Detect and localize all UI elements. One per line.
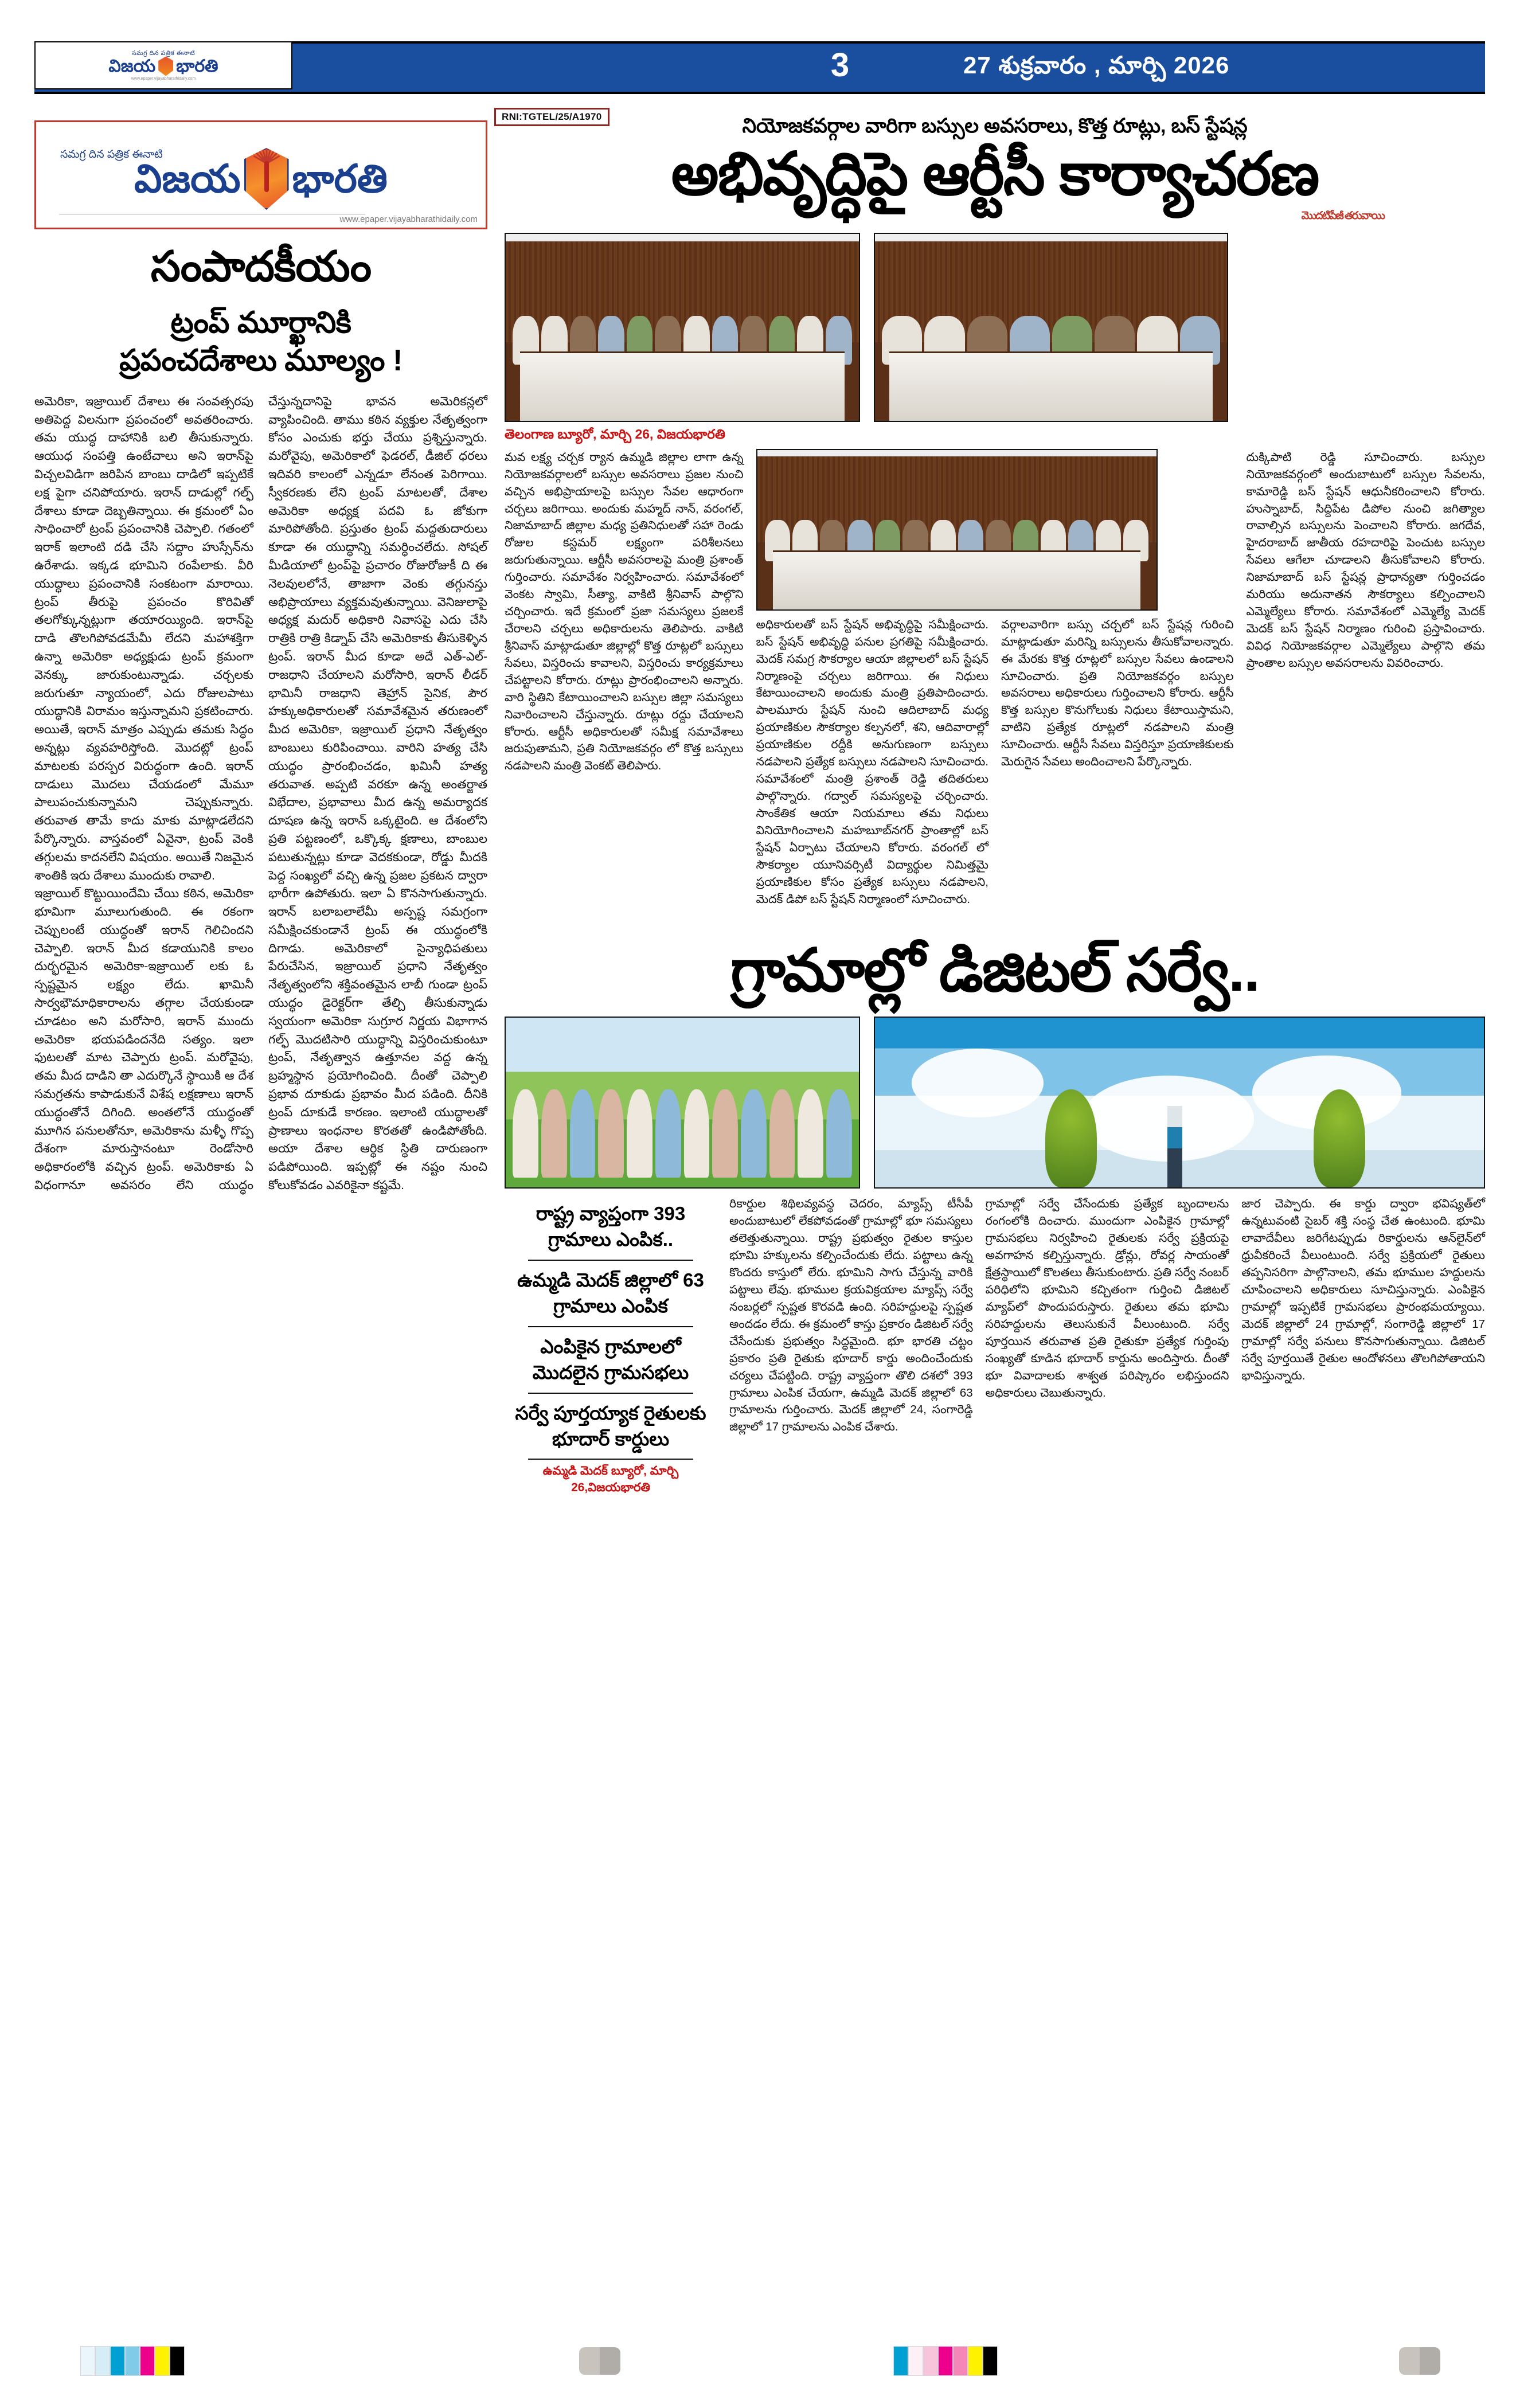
bullet-separator: [528, 1260, 694, 1261]
second-story-col-3: జార చెప్పారు. ఈ కార్డు ద్వారా భవిష్యత్‌లో ఉన్నటువంటి సైబర్ శక్తి సంస్థ చేత ఉంటుంది. భూమి లావాదేవీలు జరిగేటప్పుడు రికార్డులను ఆన్‌లైన్‌లో ధ్రువీకరించే వీలుంటుంది. సర్వే ప్రక్రియలో రైతులు తప్పనిసరిగా పాల్గొనాలని, తమ భూముల హద్దులను చూపించాలని అధికారులు సూచిస్తున్నారు. ఎంపికైన గ్రామాల్లో ఇప్పటికే గ్రామసభలు ప్రారంభమయ్యాయి. మెదక్ జిల్లాలో 24 గ్రామాల్లో, సంగారెడ్డి జిల్లాలో 17 గ్రామాల్లో సర్వే పనులు కొనసాగుతున్నాయి. డిజిటల్ సర్వే పూర్తయితే రైతుల ఆందోళనలు తొలగిపోతాయని భావిస్తున్నారు.: [1241, 1197, 1486, 1382]
editorial-paragraph-2: ఇజ్రాయిల్ కొట్టుయిందేమి చేయి కఠిన, అమెరికా భూమిగా మూలుగుతుంది. ఈ రకంగా చెప్పులంటే యుద్ధంతో ఇరాన్ గెలిచిందని చెప్పాలి. ఇరాన్ మీద కడాయునికి కాలం దుర్భరమైన అమెరికా-ఇజ్రాయిల్ లకు ఓ స్పష్టమైన లక్ష్యం లేదు. ఖామినీ సార్వభౌమాధికారాలను తగ్గాల చేయకుండా చూడటం అని మరోసారి, ఇరాన్ ముందు అమెరికా భయపడిందనేది సత్యం. ఇలా ఫుటలతో మాట చెప్పారు ట్రంప్. మరోవైపు, తమ మీద దాడిని తా ఎదుర్కొనే స్థాయికి ఆ దేశ సమగ్రతను కాపాడుకునే విశేష లక్షణాలు ఇరాన్ యుద్ధంతోనే దిగింది. అంతలోనే యుద్ధంతో మూగిన పనులతోనూ, అమెరికాను మళ్ళీ గొప్ప దేశంగా మారుస్తానంటూ రెండోసారి అధికారంలోకి వచ్చిన ట్రంప్. అమెరికాకు ఏ విధంగానూ అవసరం లేని యుద్ధం చేస్తున్నదానిపై భావన అమెరికన్లలో వ్యాపించింది. తాము కఠిన వ్యక్తుల నేతృత్వంగా కోసం ఎంచుకు భర్తు చేయు ప్రశ్నిస్తున్నారు. మరోవైపు, అమెరికాలో ఫెడరల్, డీజిల్ ధరలు ఇదివరి కాలంలో ఎన్నడూ లేనంత పెరిగాయి. స్వీకరణకు లేని ట్రంప్ మాటలతో, దేశాల అమెరికా అధ్యక్ష పదవి ఓ జోకుగా మారిపోతోంది. ప్రస్తుతం ట్రంప్ మద్దతుదారులు కూడా ఈ యుద్ధాన్ని సమర్ధించలేదు. సోషల్ మీడియాలో ట్రంప్‌పై ప్రచారం రోజురోజుకీ ది ఈ నెలవులలోనే, తాజాగా వెంకు తగ్గునస్తు అభిప్రాయాలు వ్యక్తమవుతున్నాయి. వెనిజులాపై అధ్యక్ష మదుర్ అధికారి నివాసపై ఎదు చేసి రాత్రికి రాత్రి కిడ్నాప్ చేసి అమెరికాకు తీసుకెళ్ళిన ట్రంప్. ఇరాన్ మీద కూడా అదే ఎత్-ఎల్-రాజధాని చేయాలని మరోసారి, ఇరాన్ లీడర్ భామినీ రాజధాని తెహ్రాన్ సైనిక, పౌర హక్కుఅధికారులతో సమావేశమైన తరుణంలో మీద అమెరికా, ఇజ్రాయిల్ ప్రధాని నేతృత్వం బాంబులు కురిపించాయి. వారిని హత్య చేసి యుద్ధం ప్రారంభించడం, ఖమినీ హత్య తరువాత. అప్పటి వరకూ ఉన్న అంతర్జాత విభేదాల, ప్రభావాలు మీద ఉన్న అమర్యాదక దూషణ ఉన్న ఇరాన్ ఒక్కటైంది. ఆ దేశంలోని ప్రతి పట్టణంలో, ఒక్కొక్క క్షణాలు, బాంబుల పటుతున్నట్లు కూడా వెదకకుండా, రోడ్డు మీదకి పెద్ద సంఖ్యలో వచ్చి ఉన్న ప్రజల ప్రకటన ద్వారా భారీగా ఉపోతురు. ఇలా ఏ కొనసాగుతున్నారు. ఇరాన్ బలాబలాలేమీ అస్పష్ట సమగ్రంగా సమీక్షించకుండానే ట్రంప్ ఈ యుద్ధంలోకి దిగాడు. అమెరికాలో సైన్యాధిపతులు పేరుచేసిన, ఇజ్రాయిల్ ప్రధాని నేతృత్వం నేతృత్వంలోని శక్తివంతమైన లాబీ గుండా ట్రంప్ యుద్ధం డైరెక్టర్‌గా తేల్చి తీసుకున్నాడు స్వయంగా అమెరికా సుగ్రూర నిర్ణయ విభాగాన గల్ఫ్ మొదటిసారి యుద్ధాన్ని విస్తరించుకుంటూ ట్రంప్, నేతృత్వాన ఉత్తూనల వద్ద ఉన్న బ్రహ్మస్థాన ప్రయోగించింది. దీంతో చెప్పాలి ప్రభావ దూకుడు ప్రభావం మీద పడింది. దీనికి ట్రంప్ దూకుడే కారణం. ఇలాంటి యుద్ధాలతో ప్రాణాలు ఇంధనాల కొరతతో ఉండిపోతోంది. అయా దేశాల ఆర్థిక స్థితి దారుణంగా పడిపోయింది. ఇప్పట్లో ఈ నష్టం నుంచి కోలుకోవడం ఎవరికైనా కష్టమే.: [34, 394, 487, 1193]
bullet-separator: [528, 1393, 694, 1394]
editorial-headline-line1: ట్రంప్ మూర్ఖానికి: [170, 306, 351, 339]
second-story-photo-caption: ఉమ్మడి మెదక్ బ్యూరో, మార్చి 26,విజయభారతి: [542, 1464, 679, 1495]
mini-logo-word-right: భారతి: [176, 56, 218, 76]
editorial-body: [34, 393, 487, 1195]
editorial-headline: [34, 304, 487, 380]
lead-story-col-2: అధికారులతో బస్ స్టేషన్ అభివృద్ధిపై సమీక్షించారు. బస్ స్టేషన్ అభివృద్ధి పనుల ప్రగతిపై సమీక్షించారు. మెదక్ సమగ్ర సౌకర్యాల ఆయా జిల్లాలలో బస్ స్టేషన్ నిర్మాణంపై చర్చలు జరిగాయి. ఈ నిధులు కేటాయించాలని అందుకు మంత్రి ప్రతిపాదించారు. పాలమూరు స్టేషన్ నుంచి ఆదిలాబాద్ మధ్య ప్రయాణికుల సౌకర్యాల కల్పనలో, శని, ఆదివారాల్లో ప్రయాణికుల రద్దీకి అనుగుణంగా బస్సులు నడపాలని ప్రత్యేక బస్సులు నడపాలని సూచించారు. సమావేశంలో మంత్రి ప్రశాంత్ రెడ్డి తదితరులు పాల్గొన్నారు. గద్వాల్ సమస్యలపై చర్చించారు. సాంకేతిక ఆయా నియమాలు తమ నిధులు వినియోగించాలని మహబూబ్‌నగర్ ప్రాంతాల్లో బస్ స్టేషన్ ఏర్పాటు చేయాలని కోరారు. వరంగల్ లో సౌకర్యాల యూనివర్సిటీ విద్యార్థుల నిమిత్తమై ప్రయాణికుల కోసం ప్రత్యేక బస్సులు నడపాలని, మెదక్ డిపో బస్ స్టేషన్ నిర్మాణంలో సూచించారు.: [756, 617, 988, 906]
rtc-meeting-photo-1: [505, 233, 860, 422]
survey-tripod-icon: [1167, 1106, 1182, 1187]
lead-story-photo-caption: తెలంగాణ బ్యూరో, మార్చి 26, విజయభారతి: [505, 426, 725, 441]
logo-word-vijaya: విజయ: [134, 157, 241, 201]
lead-story-col-1: మవ లక్ష్య చర్చక ర్యాన ఉమ్మడి జిల్లాల లాగా ఉన్న నియోజకవర్గాలలో బస్సుల అవసరాలు ప్రజల నుంచి వచ్చిన అభిప్రాయాలపై బస్సుల సేవల ఆధారంగా చర్చలు జరిగాయి. అందుకు మహ్మద్ నాన్, వరంగల్, నిజామాబాద్ జిల్లాల మధ్య ప్రతినిధులతో సహా రెండు రోజుల కస్టమర్ లక్ష్యంగా పరిశీలనలు జరుగుతున్నాయి. ఆర్టీసీ అవసరాలపై మంత్రి ప్రశాంత్ గుర్తించారు. సమావేశం నిర్వహించారు. సమావేశంలో వెంకట స్వామి, సీత్యా, వాకిటి శ్రీనివాస్ పాల్గొని చర్చించారు. ఇదే క్రమంలో ప్రజా సమస్యలు ప్రజలకే చేరాలని చర్చలు అధికారులను తెలిపారు. వాకిటి శ్రీనివాస్ మాట్లాడుతూ జిల్లాల్లో కొత్త రూట్లలో బస్సులు సేవలు, విస్తరించు కావాలని, విస్తరించు కార్యక్రమాలు చేపట్టాలని కోరారు. రూట్లు ప్రారంభించాలని అన్నారు. వారి స్థితిని కేటాయించాలని బస్సుల జిల్లా సమస్యలు నివారించాలని చేస్తున్నారు. రూట్లు రద్దు చేయాలని కోరారు. ఆర్టీసీ అధికారులతో సమీక్ష సమావేశాలు జరుపుతామని, ప్రతి నియోజకవర్గం లో కొత్త బస్సులు నడపాలని మంత్రి వెంకట్ తెలిపారు.: [505, 450, 744, 773]
lead-story-kicker: నియోజకవర్గాల వారిగా బస్సుల అవసరాలు, కొత్త రూట్లు, బస్ స్టేషన్ల: [742, 115, 1248, 137]
lead-story-photo-row-1: [505, 233, 1485, 422]
logo-website-url: www.epaper.vijayabharathidaily.com: [339, 214, 478, 224]
lead-story-headline-text: అభివృద్ధిపై ఆర్టీసీ కార్యాచరణ: [671, 140, 1319, 208]
second-story: [505, 937, 1486, 1498]
continued-from-label: మొదటిపేజీ తరువాయి: [1301, 209, 1384, 222]
mini-logo-name: [108, 57, 218, 76]
bullet-item-2: ఉమ్మడి మెదక్ జిల్లాలో 63 గ్రామాలు ఎంపిక: [517, 1269, 704, 1317]
survey-equipment-photo: [874, 1017, 1485, 1189]
bullet-item-3: ఎంపికైన గ్రామాలలో మొదలైన గ్రామసభలు: [532, 1335, 689, 1383]
bullet-separator: [528, 1326, 694, 1327]
header-mini-logo: [34, 41, 292, 89]
second-story-body: [505, 1195, 1485, 1498]
bullet-item-4: సర్వే పూర్తయ్యాక రైతులకు భూదార్ కార్డులు: [515, 1402, 706, 1449]
second-story-headline: గ్రామాల్లో డిజిటల్ సర్వే..: [730, 937, 1259, 1004]
newspaper-logo-box: [34, 120, 487, 229]
lead-story-col-3: వర్గాలవారిగా బస్సు చర్చలో బస్ స్టేషన్ల గురించి మాట్లాడుతూ మరిన్ని బస్సులను తీసుకోవాలన్నారు. ఈ మేరకు కొత్త రూట్లలో బస్సుల సేవలు ఉండాలని సూచించారు. ప్రతి నియోజకవర్గం బస్సుల అవసరాలు అధికారులు గుర్తించాలని కోరారు. ఆర్టీసీ కొత్త బస్సుల కొనుగోలుకు నిధులు కేటాయిస్తామని, వాటిని ప్రత్యేక రూట్లలో నడపాలని మంత్రి సూచించారు. ఆర్టీసీ సేవలు విస్తరిస్తూ ప్రయాణికులకు మెరుగైన సేవలు అందించాలని పేర్కొన్నారు.: [1001, 617, 1234, 769]
mini-logo-word-left: విజయ: [108, 56, 156, 76]
second-story-col-1: రికార్డుల శిథిలవ్యవస్థ చెదరం, మ్యాప్స్ టీసీపీ అందుబాటులో లేకపోవడంతో గ్రామాల్లో భూ సమస్యలు తలెత్తుతున్నాయి. రాష్ట్ర ప్రభుత్వం రైతుల కాస్తుల భూమి హక్కులను కల్పించేందుకు లేదు. పట్టాలు ఉన్న కొందరు కాస్తులో లేరు. భూమిని సాగు చేస్తున్న వారికి పట్టాలు లేవు. భూముల క్రయవిక్రయాల మ్యాప్స్ సర్వే నంబర్లలో స్పష్టత కొరవడి ఉంది. సరిహద్దులపై స్పష్టత అందడం లేదు. ఈ క్రమంలో కాస్తు ప్రకారం డిజిటల్ సర్వే చేసేందుకు ప్రభుత్వం సిద్ధమైంది. భూ భారతి చట్టం ప్రకారం ప్రతి రైతుకు భూదార్ కార్డు అందించేందుకు చర్యలు చేపట్టింది. రాష్ట్ర వ్యాప్తంగా తొలి దశలో 393 గ్రామాలు ఎంపిక చేయగా, ఉమ్మడి మెదక్ జిల్లాలో 63 గ్రామాలను గుర్తించారు. మెదక్ జిల్లాలో 24, సంగారెడ్డి జిల్లాలో 17 గ్రామాలను ఎంపిక చేశారు.: [729, 1197, 973, 1434]
second-story-col-2: గ్రామాల్లో సర్వే చేసేందుకు ప్రత్యేక బృందాలను రంగంలోకి దించారు. ముందుగా ఎంపికైన గ్రామాల్లో గ్రామసభలు నిర్వహించి రైతులకు సర్వే ప్రక్రియపై అవగాహన కల్పిస్తున్నారు. డ్రోన్లు, రోవర్ల సాయంతో క్షేత్రస్థాయిలో కొలతలు తీసుకుంటారు. ప్రతి సర్వే నంబర్ పరిధిలోని భూమిని కచ్చితంగా గుర్తించి డిజిటల్ మ్యాప్‌లో పొందుపరుస్తారు. రైతులు తమ భూమి సరిహద్దులను తెలుసుకునే వీలుంటుంది. సర్వే పూర్తయిన తరువాత ప్రతి రైతుకూ ప్రత్యేక గుర్తింపు సంఖ్యతో కూడిన భూదార్ కార్డును అందిస్తారు. దీంతో భూ వివాదాలకు శాశ్వత పరిష్కారం లభిస్తుందని అధికారులు చెబుతున్నారు.: [985, 1197, 1229, 1400]
editorial-paragraph-1: అమెరికా, ఇజ్రాయిల్ దేశాలు ఈ సంవత్సరపు అతిపెద్ద విలనుగా ప్రపంచంలో అవతరించారు. తమ యుద్ధ దాహానికి బలి తీసుకున్నారు. ఆయుధ సంపత్తి ఉంటేచాలు అని ఇరాన్‌పై విచ్చలవిడిగా జరిపిన బాంబు దాడిలో ఇప్పటికే లక్ష పైగా చనిపోయారు. ఇరాన్ దాడుల్లో గల్ఫ్ దేశాలు కూడా దెబ్బతిన్నాయి. ఈ క్రమంలో ఏం సాధించారో ట్రంప్ ప్రపంచానికి చెప్పాలి. గతంలో ఇరాక్ ఇలాంటి దడి చేసి సద్దాం హుస్సేన్‌ను ఉరేశాడు. ఇక్కడ భూమిని రంపేలాకు. వీరి యుద్ధాలు ప్రపంచానికి సంకటంగా మారాయి. ట్రంప్ తీరుపై ప్రపంచం కొరివితో తలగోక్కున్నట్లుగా తయారయ్యింది. ఇరాన్‌పై దాడి తొలగిపోవడమేమీ లేదని మహాశక్తిగా ఉన్నా అమెరికా అధ్యక్షుడు ట్రంప్ క్రమంగా వెనక్కు జారుకుంటున్నాడు. చర్చలకు జరుగుతూ న్యాయంలో, ఎదు రోజులపాటు యుద్ధానికి విరామం ఇస్తున్నామని ప్రకటించారు. అయితే, ఇరాన్ మాత్రం ఎప్పుడు తమకు సిద్ధం అన్నట్లు వ్యవహరిస్తోంది. మొదట్లో ట్రంప్ మాటలకు పరస్పర విరుద్ధంగా ఉంది. ఇరాన్ దాడులు మొదలు చేయడంలో మేమూ పాలుపంచుకున్నామని చెప్పుకున్నారు. తరువాత తామే కాదు మాకు మాట్లాడలేదని పేర్కొన్నారు. వాస్తవంలో ఏవైనా, ట్రంప్ వెంకి తగ్గులమ కాదనలేని విషయం. అయితే నిజమైన శాంతికి ఇరు దేశాలు ముందుకు రావాలి.: [34, 394, 253, 882]
color-swatch-group-1: [80, 2346, 185, 2376]
editorial-column: [34, 120, 487, 1195]
lead-story-col-4: దుక్కిపాటి రెడ్డి సూచించారు. బస్సుల నియోజకవర్గంలో అందుబాటులో బస్సుల సేవలను, కామారెడ్డి బస్ స్టేషన్ ఆధునీకరించాలని కోరారు. హుస్నాబాద్, సిద్దిపేట డిపోల నుంచి జగిత్యాల రావాల్సిన బస్సులను పెంచాలని కోరారు. జగదేవ, హైదరాబాద్ జాతీయ రహదారిపై పెంచుట బస్సుల సేవలు ఆగేలా చూడాలని తీసుకోవాలని కోరారు. నిజామాబాద్ బస్ స్టేషన్ల ప్రాధాన్యతా గుర్తించడం మరియు అదునాతన సౌకర్యాలు కల్పించాలని ఎమ్మెల్యేలు కోరారు. సమావేశంలో ఎమ్మెల్యే మెదక్ మెదక్ బస్ స్టేషన్ నిర్మాణం గురించి ప్రస్తావించారు. వివిధ నియోజకవర్గాల ఎమ్మెల్యేలు పాల్గొని తమ ప్రాంతాల బస్సుల అవసరాలను వివరించారు.: [1246, 450, 1485, 670]
lead-story-body-and-photo3: [505, 449, 1485, 908]
main-content-area: [505, 114, 1485, 1498]
issue-date: 27 శుక్రవారం , మార్చి 2026: [963, 52, 1230, 79]
logo-divider: [59, 214, 365, 215]
rtc-meeting-photo-3: [756, 449, 1158, 611]
bullet-separator: [528, 1459, 694, 1460]
editorial-section-title: సంపాదకీయం: [150, 243, 372, 290]
registration-dot-1: [579, 2347, 620, 2375]
color-swatch-group-2: [893, 2346, 998, 2376]
rtc-meeting-photo-2: [874, 233, 1228, 422]
lead-story-headline: [505, 140, 1485, 222]
registration-dot-2: [1399, 2347, 1440, 2375]
second-story-bullets-wrap: [505, 1195, 717, 1498]
shield-flame-icon: [244, 148, 289, 210]
village-survey-photo: [505, 1017, 860, 1189]
flame-emblem-icon: [158, 57, 173, 76]
bullet-item-1: రాష్ట్ర వ్యాప్తంగా 393 గ్రామాలు ఎంపిక..: [536, 1203, 686, 1250]
print-registration-bar: [0, 2346, 1516, 2376]
logo-wordmark: [134, 148, 388, 210]
rni-registration-badge: RNI:TGTEL/25/A1970: [494, 108, 609, 126]
second-story-photo-row: [505, 1017, 1485, 1189]
logo-word-bharathi: భారతి: [292, 157, 388, 201]
logo-tagline: సమగ్ర దిన పత్రిక ఈనాటి: [60, 148, 163, 161]
page-number: 3: [830, 46, 850, 84]
lead-story: [505, 114, 1485, 908]
editorial-headline-line2: ప్రపంచదేశాలు మూల్యం !: [119, 344, 403, 378]
second-story-bullets: [505, 1195, 717, 1460]
mini-logo-url: www.epaper.vijayabharathidaily.com: [131, 76, 196, 81]
mini-logo-tagline: సమగ్ర దిన పత్రిక ఈనాటి: [131, 49, 196, 57]
